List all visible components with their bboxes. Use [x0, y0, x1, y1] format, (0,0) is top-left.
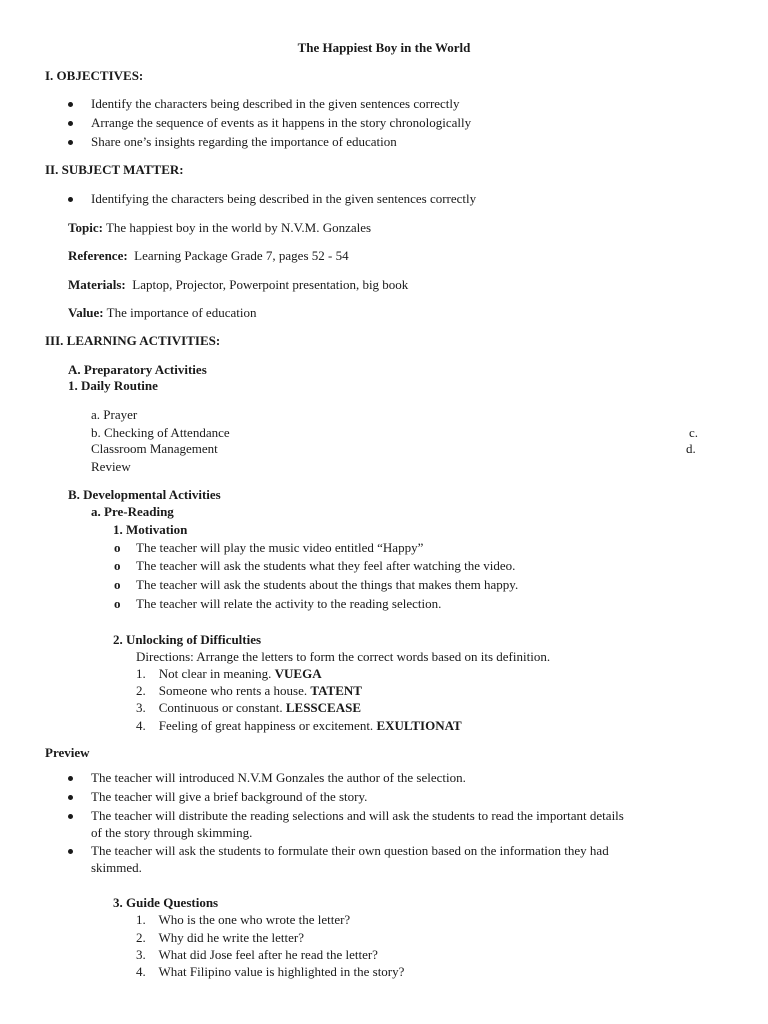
unlock-item-number: 1.: [136, 666, 146, 681]
guide-question-text: What Filipino value is highlighted in the story?: [158, 964, 405, 979]
reference-line: [68, 248, 349, 264]
unlocking-heading: 2. Unlocking of Difficulties: [113, 632, 262, 647]
materials-value: Laptop, Projector, Powerpoint presentation, big book: [132, 277, 409, 292]
unlock-item-text: Feeling of great happiness or excitement.: [158, 718, 374, 733]
bullet-icon: [68, 121, 73, 126]
unlock-item-word: LESSCEASE: [285, 700, 362, 715]
bullet-icon: [68, 849, 73, 854]
developmental-heading: B. Developmental Activities: [68, 487, 221, 502]
pre-reading-heading: a. Pre-Reading: [91, 504, 174, 519]
preview-item: The teacher will ask the students to formulate their own question based on the information they had: [91, 843, 609, 858]
guide-question-number: 1.: [136, 912, 146, 927]
motivation-item: The teacher will play the music video entitled “Happy”: [136, 540, 424, 555]
unlock-item: [136, 700, 361, 716]
guide-question: [136, 964, 404, 980]
preview-heading: Preview: [45, 745, 90, 760]
preview-item-continuation: skimmed.: [91, 860, 142, 875]
o-bullet-icon: o: [114, 596, 121, 611]
motivation-item: The teacher will ask the students about the things that makes them happy.: [136, 577, 519, 592]
document-title: The Happiest Boy in the World: [297, 40, 471, 55]
unlocking-directions: Directions: Arrange the letters to form the correct words based on its definition.: [136, 649, 551, 664]
motivation-heading: 1. Motivation: [113, 522, 188, 537]
topic-value: The happiest boy in the world by N.V.M. Gonzales: [105, 220, 372, 235]
preview-item: The teacher will distribute the reading selections and will ask the students to read the important details: [91, 808, 624, 823]
routine-classroom-management: Classroom Management: [91, 441, 218, 456]
value-line: [68, 305, 256, 321]
routine-d-mark: d.: [686, 441, 696, 456]
guide-question: [136, 947, 378, 963]
value-value: The importance of education: [106, 305, 257, 320]
objectives-heading: I. OBJECTIVES:: [45, 68, 144, 83]
bullet-icon: [68, 814, 73, 819]
bullet-icon: [68, 140, 73, 145]
unlock-item-word: TATENT: [310, 683, 362, 698]
preview-item-continuation: of the story through skimming.: [91, 825, 253, 840]
unlock-item-number: 3.: [136, 700, 146, 715]
guide-question-number: 2.: [136, 930, 146, 945]
guide-question: [136, 912, 350, 928]
guide-question-number: 4.: [136, 964, 146, 979]
guide-question-text: What did Jose feel after he read the letter?: [158, 947, 378, 962]
preview-item: The teacher will give a brief background of the story.: [91, 789, 368, 804]
objective-item: Arrange the sequence of events as it happens in the story chronologically: [91, 115, 472, 130]
motivation-item: The teacher will ask the students what they feel after watching the video.: [136, 558, 516, 573]
guide-questions-heading: 3. Guide Questions: [113, 895, 219, 910]
bullet-icon: [68, 776, 73, 781]
objective-item: Identify the characters being described in the given sentences correctly: [91, 96, 460, 111]
topic-label: Topic:: [68, 220, 103, 235]
preview-item: The teacher will introduced N.V.M Gonzales the author of the selection.: [91, 770, 466, 785]
unlock-item-text: Someone who rents a house.: [158, 683, 308, 698]
value-label: Value:: [68, 305, 104, 320]
learning-activities-heading: III. LEARNING ACTIVITIES:: [45, 333, 221, 348]
unlock-item: [136, 718, 462, 734]
unlock-item-text: Continuous or constant.: [158, 700, 283, 715]
daily-routine-heading: 1. Daily Routine: [68, 378, 158, 393]
unlock-item-text: Not clear in meaning.: [158, 666, 272, 681]
guide-question-text: Why did he write the letter?: [158, 930, 304, 945]
materials-label: Materials:: [68, 277, 126, 292]
topic-line: [68, 220, 371, 236]
unlock-item-number: 4.: [136, 718, 146, 733]
o-bullet-icon: o: [114, 540, 121, 555]
guide-question: [136, 930, 304, 946]
reference-value: Learning Package Grade 7, pages 52 - 54: [134, 248, 349, 263]
routine-c-mark: c.: [689, 425, 699, 440]
routine-prayer: a. Prayer: [91, 407, 138, 422]
o-bullet-icon: o: [114, 558, 121, 573]
unlock-item-word: VUEGA: [274, 666, 322, 681]
routine-review: Review: [91, 459, 131, 474]
subject-matter-item: Identifying the characters being described in the given sentences correctly: [91, 191, 477, 206]
routine-attendance: b. Checking of Attendance: [91, 425, 230, 440]
reference-label: Reference:: [68, 248, 128, 263]
unlock-item-word: EXULTIONAT: [376, 718, 462, 733]
guide-question-text: Who is the one who wrote the letter?: [158, 912, 351, 927]
preparatory-heading: A. Preparatory Activities: [68, 362, 207, 377]
bullet-icon: [68, 197, 73, 202]
guide-question-number: 3.: [136, 947, 146, 962]
bullet-icon: [68, 795, 73, 800]
subject-matter-heading: II. SUBJECT MATTER:: [45, 162, 184, 177]
motivation-item: The teacher will relate the activity to the reading selection.: [136, 596, 442, 611]
unlock-item-number: 2.: [136, 683, 146, 698]
bullet-icon: [68, 102, 73, 107]
materials-line: [68, 277, 408, 293]
unlock-item: [136, 683, 362, 699]
o-bullet-icon: o: [114, 577, 121, 592]
objective-item: Share one’s insights regarding the importance of education: [91, 134, 397, 149]
unlock-item: [136, 666, 322, 682]
